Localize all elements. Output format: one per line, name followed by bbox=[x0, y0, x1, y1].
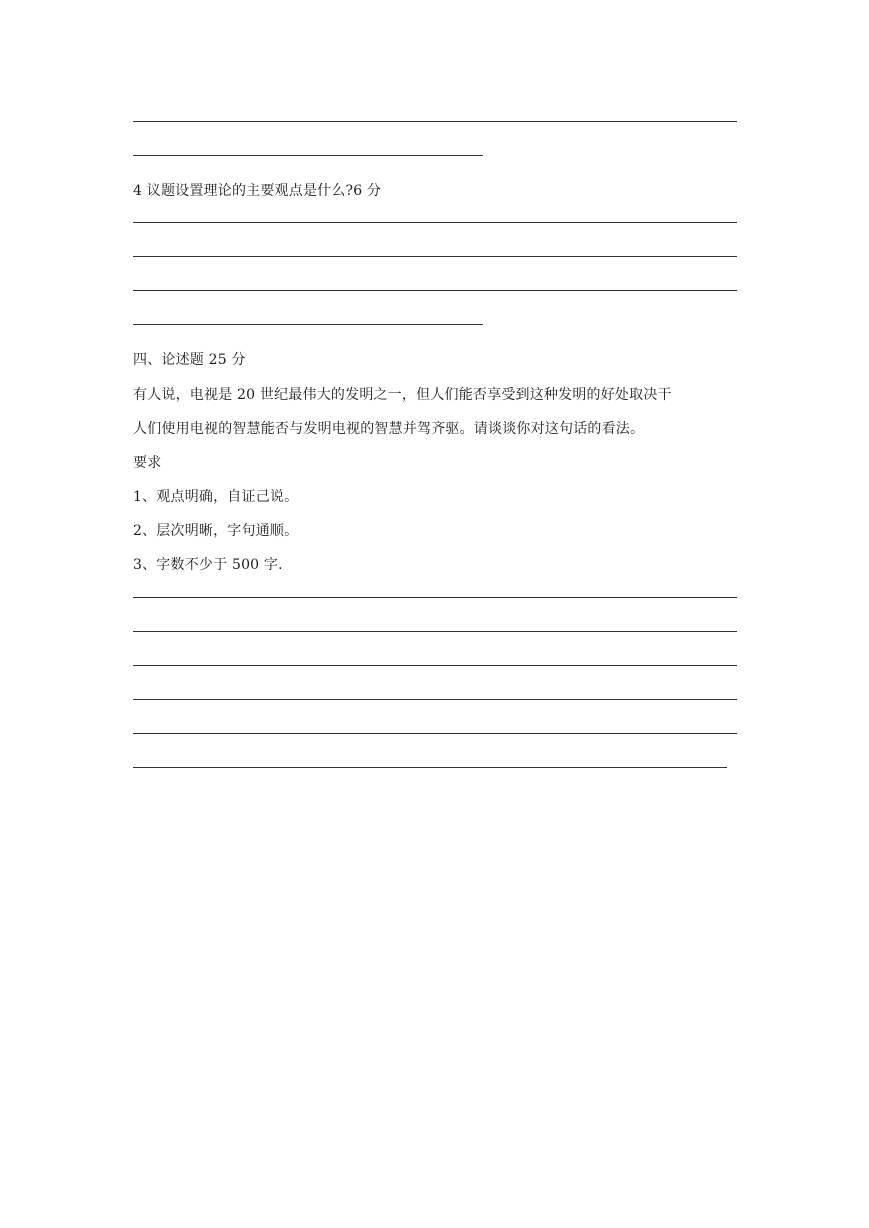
requirement-item: 2、层次明晰，字句通顺。 bbox=[133, 523, 299, 539]
answer-line bbox=[133, 256, 737, 257]
answer-line bbox=[133, 121, 737, 122]
requirement-item: 3、字数不少于 500 字. bbox=[133, 557, 283, 573]
answer-line bbox=[133, 665, 737, 666]
answer-line bbox=[133, 733, 737, 734]
answer-line bbox=[133, 324, 483, 325]
essay-prompt-line-2: 人们使用电视的智慧能否与发明电视的智慧并驾齐驱。请谈谈你对这句话的看法。 bbox=[133, 421, 645, 437]
answer-line bbox=[133, 631, 737, 632]
requirement-item: 1、观点明确，自证己说。 bbox=[133, 489, 299, 505]
essay-prompt-line-1: 有人说，电视是 20 世纪最伟大的发明之一，但人们能否享受到这种发明的好处取决干 bbox=[133, 387, 672, 403]
section-heading: 四、论述题 25 分 bbox=[133, 352, 246, 368]
answer-line bbox=[133, 290, 737, 291]
answer-line bbox=[133, 155, 483, 156]
answer-line bbox=[133, 597, 737, 598]
question-4-prompt: 4 议题设置理论的主要观点是什么?6 分 bbox=[133, 183, 382, 199]
answer-line bbox=[133, 699, 737, 700]
answer-line bbox=[133, 222, 737, 223]
requirements-label: 要求 bbox=[133, 455, 162, 471]
answer-line bbox=[133, 767, 727, 768]
